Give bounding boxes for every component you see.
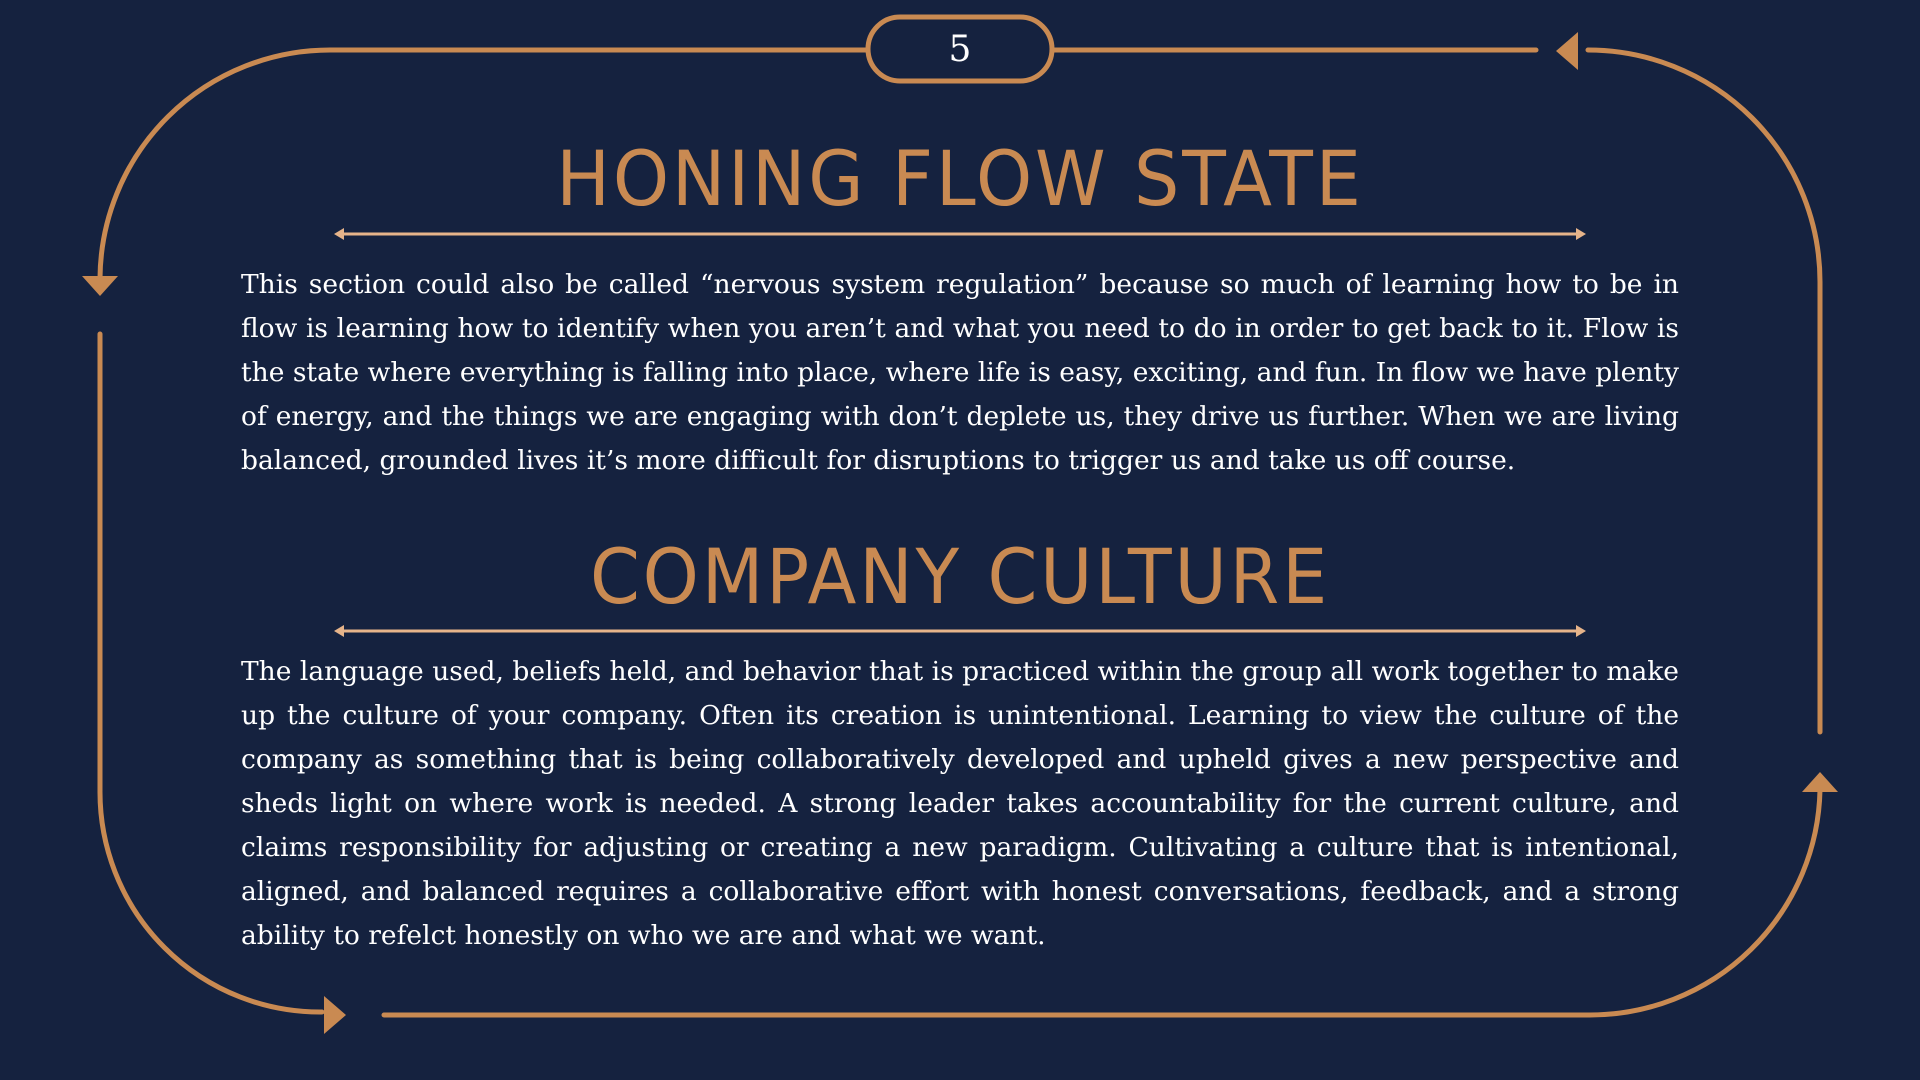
arrow-left-icon: [1556, 32, 1578, 70]
divider-2-right-tip: [1576, 625, 1586, 637]
arrow-right-icon: [324, 996, 346, 1034]
section-body-company-culture: The language used, beliefs held, and behavior that is practiced within the group all work together to make up the culture of your company. Often its creation is unintentional. Learning to view the culture of the company as something that is being collaboratively developed and upheld gives a new perspective and sheds light on where work is needed. A strong leader takes accountability for the current culture, and claims responsibility for adjusting or creating a new paradigm. Cultivating a culture that is intentional, aligned, and balanced requires a collaborative effort with honest conversations, feedback, and a strong ability to refelct honestly on who we are and what we want.: [241, 656, 1679, 951]
section-body-flow-state: This section could also be called “nervous system regulation” because so much of learning how to be in flow is learning how to identify when you aren’t and what you need to do in order to get back to it. Flow is the state where everything is falling into place, where life is easy, exciting, and fun. In flow we have plenty of energy, and the things we are engaging with don’t deplete us, they drive us further. When we are living balanced, grounded lives it’s more difficult for disruptions to trigger us and take us off course.: [241, 269, 1679, 476]
divider-2-left-tip: [334, 625, 344, 637]
section-heading-company-culture: COMPANY CULTURE: [589, 532, 1331, 621]
section-heading-flow-state: HONING FLOW STATE: [556, 134, 1364, 223]
arrow-up-icon: [1802, 772, 1838, 792]
page-number: 5: [948, 28, 972, 70]
divider-1-right-tip: [1576, 228, 1586, 240]
divider-1-left-tip: [334, 228, 344, 240]
arrow-down-icon: [82, 276, 118, 296]
